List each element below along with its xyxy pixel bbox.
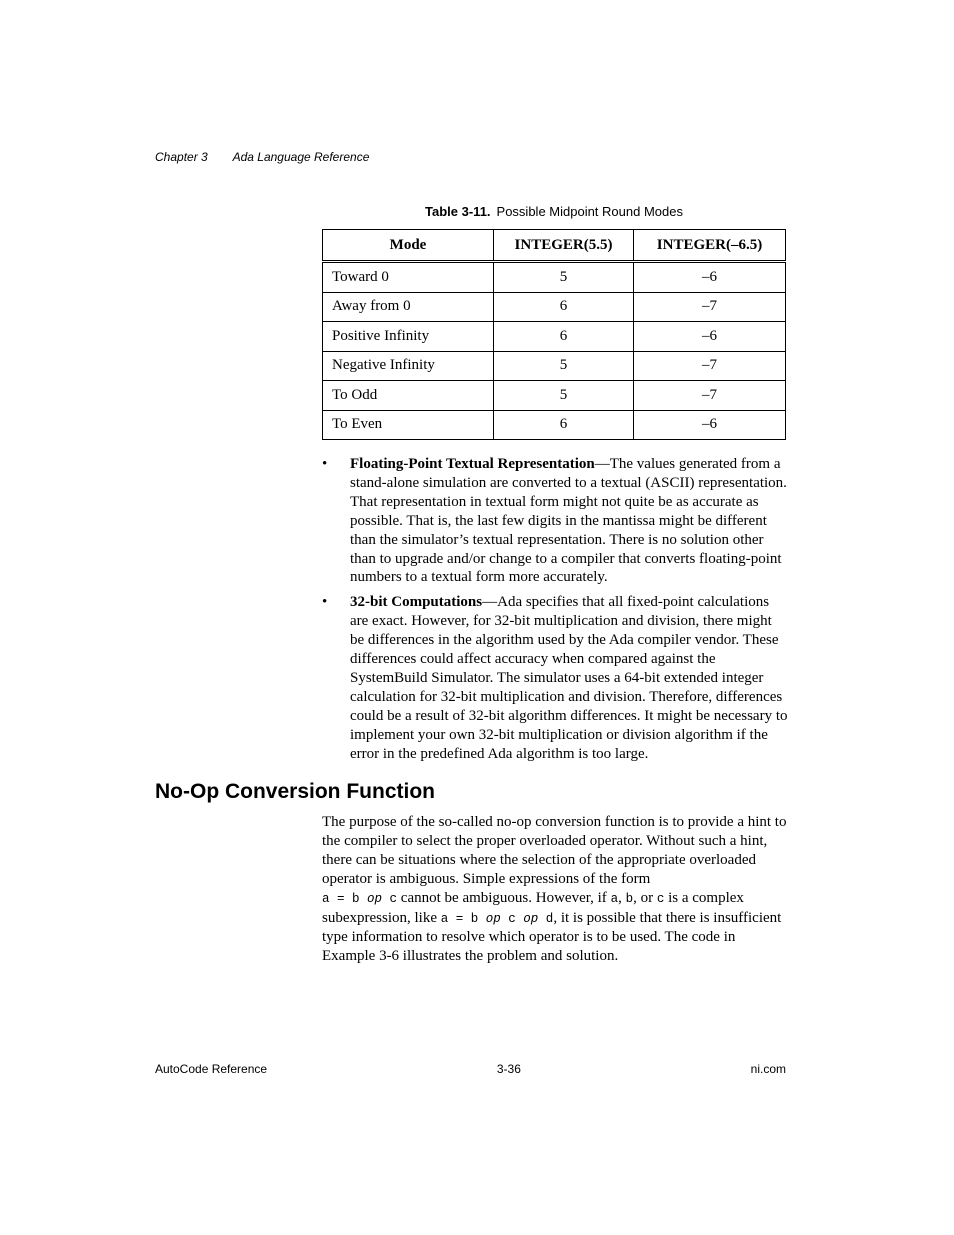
code-operator: op	[485, 911, 501, 926]
column-header-integer-5-5: INTEGER(5.5)	[494, 230, 634, 262]
table-cell: 5	[494, 351, 634, 381]
section-paragraph	[322, 813, 788, 966]
bullet-body	[350, 593, 788, 763]
code-operator: op	[523, 911, 539, 926]
bullet-body	[350, 455, 788, 587]
bullet-title: 32-bit Computations	[350, 594, 483, 611]
paragraph-text: cannot be ambiguous. However, if	[397, 889, 611, 906]
bullet-text: —Ada specifies that all fixed-point calculations are exact. However, for 32-bit multiplication and division, there might be differences in the algorithm used by the Ada compiler vendor. These differences could affect accuracy when compared against the SystemBuild Simulator. The simulator uses a 64-bit extended integer calculation for 32-bit multiplication and division. Therefore, differences could be a result of 32-bit algorithm differences. It might be necessary to implement your own 32-bit multiplication or division algorithm if the error in the predefined Ada algorithm is too large.	[350, 594, 788, 762]
table-cell: 6	[494, 292, 634, 322]
footer-doc-title: AutoCode Reference	[155, 1062, 268, 1076]
table-row	[323, 292, 786, 322]
table-header-row	[323, 230, 786, 262]
paragraph-text: ,	[618, 889, 626, 906]
table-cell: To Even	[323, 410, 494, 440]
chapter-label: Chapter 3	[155, 150, 208, 164]
code-expression-1	[322, 892, 397, 906]
table-cell: –6	[634, 262, 786, 293]
code-expression-2	[441, 912, 554, 926]
code-fragment: c	[500, 911, 524, 926]
table-row	[323, 322, 786, 352]
table-cell: –7	[634, 351, 786, 381]
table-cell: –7	[634, 292, 786, 322]
table-cell: Negative Infinity	[323, 351, 494, 381]
table-cell: Away from 0	[323, 292, 494, 322]
table-row	[323, 262, 786, 293]
bullet-list	[322, 455, 788, 770]
code-fragment: a = b	[440, 911, 486, 926]
table-caption-label: Table 3-11.	[425, 204, 491, 219]
table-caption-text: Possible Midpoint Round Modes	[496, 204, 683, 219]
table-cell: –6	[634, 322, 786, 352]
code-fragment: c	[382, 891, 398, 906]
page-footer	[155, 1062, 786, 1076]
table-cell: Toward 0	[323, 262, 494, 293]
paragraph-text: The purpose of the so-called no-op conversion function is to provide a hint to the compiler to select the proper overloaded operator. Without such a hint, there can be situations where the selection of the appropriate overloaded operator is ambiguous. Simple expressions of the form	[322, 814, 787, 887]
bullet-marker: •	[322, 594, 328, 611]
table-cell: 5	[494, 381, 634, 411]
column-header-integer-neg-6-5: INTEGER(–6.5)	[634, 230, 786, 262]
footer-page-number: 3-36	[496, 1062, 521, 1076]
running-header	[155, 150, 391, 164]
round-modes-table	[322, 229, 786, 440]
chapter-title: Ada Language Reference	[232, 150, 370, 164]
code-var-c: c	[656, 891, 665, 906]
code-fragment: d	[538, 911, 554, 926]
table-cell: –7	[634, 381, 786, 411]
bullet-item-32bit	[322, 593, 788, 763]
table-cell: 5	[494, 262, 634, 293]
code-operator: op	[367, 891, 383, 906]
code-var-a: a	[610, 891, 619, 906]
code-fragment: a = b	[322, 891, 368, 906]
paragraph-text: is a complex subexpression, like	[322, 889, 744, 926]
column-header-mode: Mode	[323, 230, 494, 262]
paragraph-text: , or	[633, 889, 657, 906]
paragraph-text: , it is possible that there is insufficient type information to resolve which operator is to be used. The code in Example 3-6 illustrates the problem and solution.	[322, 909, 782, 965]
table-row	[323, 381, 786, 411]
bullet-marker: •	[322, 456, 328, 472]
footer-website: ni.com	[750, 1062, 786, 1076]
bullet-text: —The values generated from a stand-alone simulation are converted to a textual (ASCII) representation. That representation in textual form might not quite be as accurate as possible. That is, the last few digits in the mantissa might be different than the simulator’s textual representation. There is no solution other than to upgrade and/or change to a compiler that converts floating-point numbers to a textual form more accurately.	[350, 456, 787, 586]
table-cell: 6	[494, 410, 634, 440]
bullet-title: Floating-Point Textual Representation	[350, 456, 595, 472]
section-heading: No-Op Conversion Function	[155, 780, 435, 803]
table-cell: –6	[634, 410, 786, 440]
table-caption	[322, 204, 786, 219]
table-row	[323, 410, 786, 440]
table-row	[323, 351, 786, 381]
code-var-b: b	[625, 891, 634, 906]
bullet-item-floating-point	[322, 455, 788, 587]
table-cell: 6	[494, 322, 634, 352]
table-cell: To Odd	[323, 381, 494, 411]
table-cell: Positive Infinity	[323, 322, 494, 352]
